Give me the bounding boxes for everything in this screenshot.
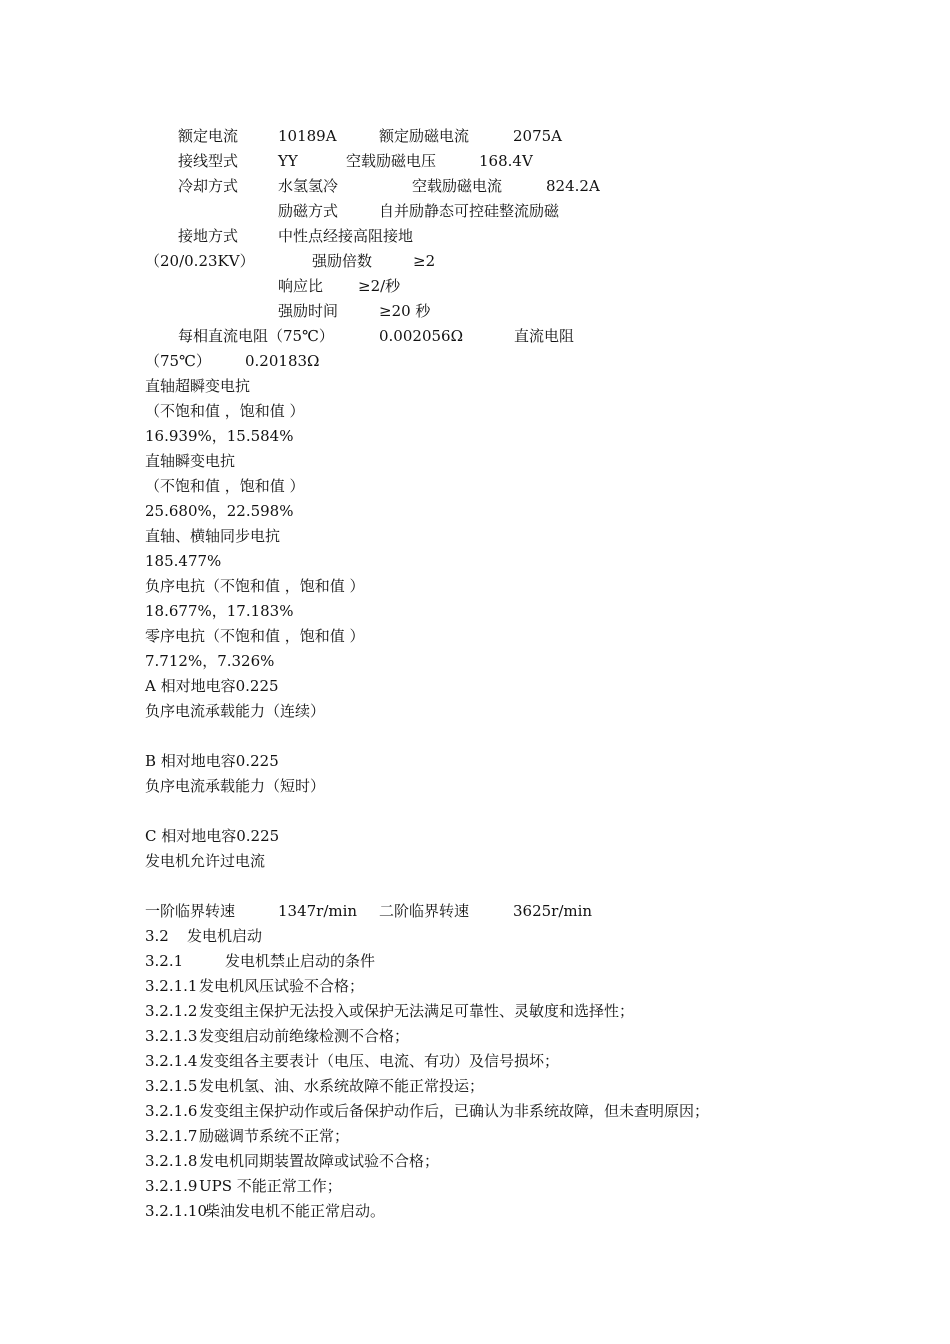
list-item	[0, 1024, 950, 1049]
item-number: 3.2.1.6	[145, 1102, 198, 1120]
capacitance-b-text: B 相对地电容0.225	[145, 752, 279, 770]
param-row-grounding	[0, 224, 950, 249]
noload-excitation-current-label: 空载励磁电流	[412, 177, 503, 195]
xd-transient-note-text: （不饱和值 ，饱和值 ）	[145, 477, 305, 495]
capacitance-c-text: C 相对地电容0.225	[145, 827, 280, 845]
excitation-mode-label: 励磁方式	[278, 202, 339, 220]
param-row-rated-current	[0, 124, 950, 149]
param-row-dc-resistance	[0, 324, 950, 349]
neg-seq-continuous	[0, 699, 950, 724]
dc-resistance-label: 直流电阻	[514, 327, 575, 345]
list-item	[0, 1199, 950, 1224]
forcing-time-value: ≥20 秒	[379, 302, 431, 320]
zero-seq-reactance-value-text: 7.712%，7.326%	[145, 652, 275, 670]
forcing-ratio-label: 强励倍数	[312, 252, 373, 270]
dc-resistance-value: 0.20183Ω	[245, 352, 320, 370]
xd-transient-label	[0, 449, 950, 474]
item-text: 发电机同期装置故障或试验不合格；	[199, 1152, 440, 1170]
subsection-number: 3.2.1	[145, 952, 184, 970]
grounding-value: 中性点经接高阻接地	[278, 227, 414, 245]
zero-seq-reactance-value	[0, 649, 950, 674]
list-item	[0, 1174, 950, 1199]
item-text: UPS 不能正常工作；	[199, 1177, 342, 1195]
item-number: 3.2.1.5	[145, 1077, 198, 1095]
response-ratio-value: ≥2/秒	[358, 277, 401, 295]
item-text: 发变组各主要表计（电压、电流、有功）及信号损坏；	[199, 1052, 560, 1070]
subsection-heading	[0, 949, 950, 974]
item-text: 发电机风压试验不合格；	[199, 977, 365, 995]
item-text: 励磁调节系统不正常；	[199, 1127, 350, 1145]
rated-excitation-current-value: 2075A	[513, 127, 563, 145]
item-number: 3.2.1.4	[145, 1052, 198, 1070]
sync-reactance-value-text: 185.477%	[145, 552, 222, 570]
list-item	[0, 999, 950, 1024]
xd-subtransient-note	[0, 399, 950, 424]
xd-transient-note	[0, 474, 950, 499]
cooling-label: 冷却方式	[178, 177, 239, 195]
list-item	[0, 1099, 950, 1124]
item-number: 3.2.1.2	[145, 1002, 198, 1020]
param-row-excitation-mode	[0, 199, 950, 224]
grounding-label: 接地方式	[178, 227, 239, 245]
item-number: 3.2.1.1	[145, 977, 198, 995]
param-row-critical-speed	[0, 899, 950, 924]
xd-subtransient-label	[0, 374, 950, 399]
param-row-cooling	[0, 174, 950, 199]
excitation-mode-value: 自并励静态可控硅整流励磁	[379, 202, 560, 220]
noload-excitation-voltage-label: 空载励磁电压	[346, 152, 437, 170]
capacitance-b	[0, 749, 950, 774]
noload-excitation-voltage-value: 168.4V	[479, 152, 533, 170]
xd-subtransient-value-text: 16.939%，15.584%	[145, 427, 294, 445]
param-row-forcing-time	[0, 299, 950, 324]
xd-subtransient-note-text: （不饱和值 ，饱和值 ）	[145, 402, 305, 420]
forcing-ratio-value: ≥2	[413, 252, 436, 270]
cooling-value: 水氢氢冷	[278, 177, 339, 195]
capacitance-a	[0, 674, 950, 699]
xd-subtransient-value	[0, 424, 950, 449]
item-text: 柴油发电机不能正常启动。	[205, 1202, 386, 1220]
param-row-wiring	[0, 149, 950, 174]
item-number: 3.2.1.9	[145, 1177, 198, 1195]
list-item	[0, 1049, 950, 1074]
param-row-response-ratio	[0, 274, 950, 299]
neg-seq-reactance-value	[0, 599, 950, 624]
section-number: 3.2	[145, 927, 169, 945]
neg-seq-reactance-label-text: 负序电抗（不饱和值 ，饱和值 ）	[145, 577, 365, 595]
dc-resistance-per-phase-value: 0.002056Ω	[379, 327, 464, 345]
response-ratio-label: 响应比	[278, 277, 324, 295]
rated-current-label: 额定电流	[178, 127, 239, 145]
list-item	[0, 974, 950, 999]
capacitance-c	[0, 824, 950, 849]
item-number: 3.2.1.10	[145, 1202, 208, 1220]
subsection-title: 发电机禁止启动的条件	[225, 952, 376, 970]
param-row-dc-resistance-value	[0, 349, 950, 374]
capacitance-a-text: A 相对地电容0.225	[145, 677, 279, 695]
dc-resistance-temp: （75℃）	[145, 352, 211, 370]
sync-reactance-label	[0, 524, 950, 549]
critical-speed-2-label: 二阶临界转速	[379, 902, 470, 920]
critical-speed-1-value: 1347r/min	[278, 902, 358, 920]
zero-seq-reactance-label-text: 零序电抗（不饱和值 ，饱和值 ）	[145, 627, 365, 645]
neg-seq-continuous-text: 负序电流承载能力（连续）	[145, 702, 326, 720]
item-text: 发变组主保护无法投入或保护无法满足可靠性、灵敏度和选择性；	[199, 1002, 635, 1020]
sync-reactance-value	[0, 549, 950, 574]
item-text: 发变组主保护动作或后备保护动作后，已确认为非系统故障，但未查明原因；	[199, 1102, 710, 1120]
overcurrent	[0, 849, 950, 874]
param-row-forcing-ratio	[0, 249, 950, 274]
item-text: 发电机氢、油、水系统故障不能正常投运；	[199, 1077, 485, 1095]
item-number: 3.2.1.3	[145, 1027, 198, 1045]
rated-current-value: 10189A	[278, 127, 337, 145]
neg-seq-reactance-label	[0, 574, 950, 599]
overcurrent-text: 发电机允许过电流	[145, 852, 266, 870]
forcing-time-label: 强励时间	[278, 302, 339, 320]
noload-excitation-current-value: 824.2A	[546, 177, 600, 195]
wiring-label: 接线型式	[178, 152, 239, 170]
neg-seq-short	[0, 774, 950, 799]
zero-seq-reactance-label	[0, 624, 950, 649]
section-title: 发电机启动	[187, 927, 263, 945]
neg-seq-short-text: 负序电流承载能力（短时）	[145, 777, 326, 795]
item-text: 发变组启动前绝缘检测不合格；	[199, 1027, 410, 1045]
neg-seq-reactance-value-text: 18.677%，17.183%	[145, 602, 294, 620]
section-heading	[0, 924, 950, 949]
item-number: 3.2.1.7	[145, 1127, 198, 1145]
xd-subtransient-label-text: 直轴超瞬变电抗	[145, 377, 251, 395]
xd-transient-value-text: 25.680%，22.598%	[145, 502, 294, 520]
sync-reactance-label-text: 直轴、横轴同步电抗	[145, 527, 281, 545]
critical-speed-2-value: 3625r/min	[513, 902, 593, 920]
xd-transient-label-text: 直轴瞬变电抗	[145, 452, 236, 470]
list-item	[0, 1149, 950, 1174]
dc-resistance-per-phase-label: 每相直流电阻（75℃）	[178, 327, 334, 345]
xd-transient-value	[0, 499, 950, 524]
wiring-value: YY	[278, 152, 298, 170]
item-number: 3.2.1.8	[145, 1152, 198, 1170]
list-item	[0, 1124, 950, 1149]
list-item	[0, 1074, 950, 1099]
critical-speed-1-label: 一阶临界转速	[145, 902, 236, 920]
grounding-transformer: （20/0.23KV）	[145, 252, 255, 270]
rated-excitation-current-label: 额定励磁电流	[379, 127, 470, 145]
